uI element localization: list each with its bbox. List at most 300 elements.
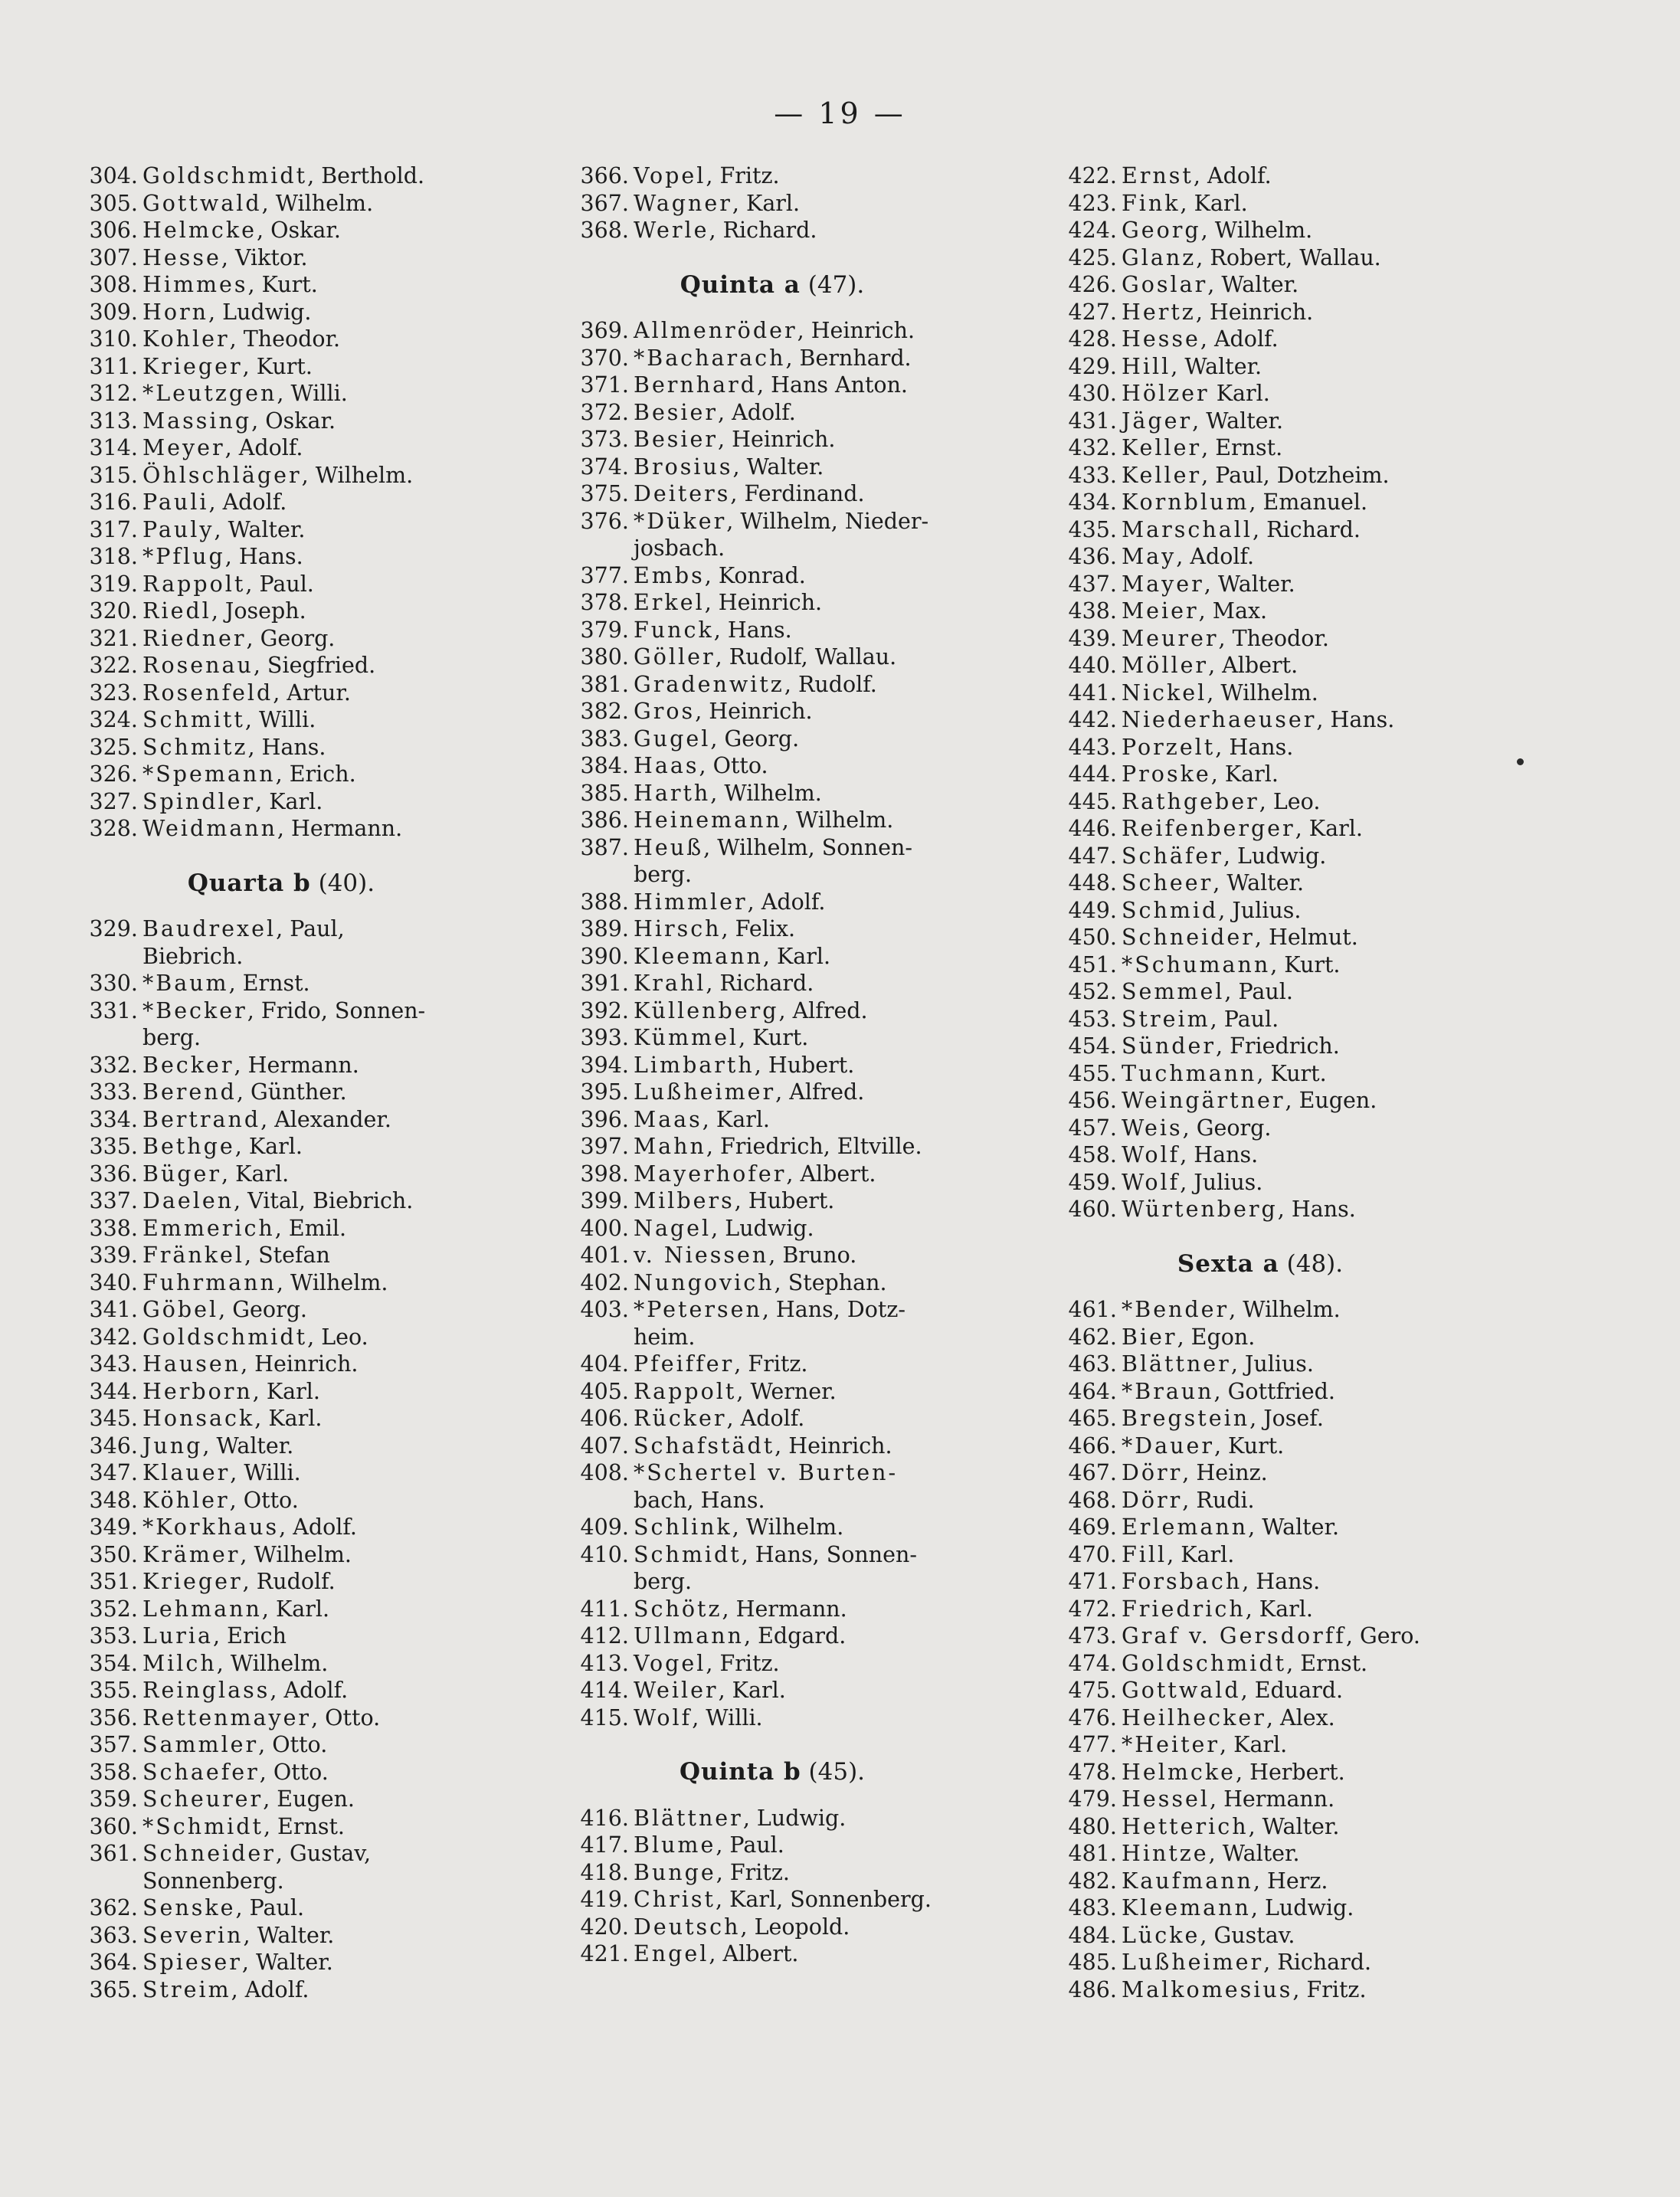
surname: Fuhrmann [142, 1269, 277, 1295]
surname: Hetterich [1122, 1813, 1249, 1839]
list-item [562, 1024, 1052, 1052]
list-item [562, 562, 1052, 590]
section-heading [1050, 1223, 1540, 1297]
entry-number: 348. [89, 1487, 138, 1513]
given-name: , Wilhelm. [216, 1650, 329, 1676]
entry-number: 410. [580, 1541, 629, 1567]
list-item [1050, 1704, 1540, 1732]
surname: Horn [142, 299, 208, 325]
list-item [70, 1296, 561, 1324]
given-name: , Walter. [1207, 272, 1299, 297]
entry-number: 316. [89, 489, 138, 515]
given-name: , Walter. [1171, 353, 1262, 379]
surname: Heilhecker [1122, 1704, 1266, 1730]
surname: Wolf [1122, 1142, 1181, 1167]
surname: Goslar [1122, 272, 1208, 297]
list-item [1050, 1060, 1540, 1088]
given-name: , Stephan. [774, 1269, 887, 1295]
surname: Reifenberger [1122, 816, 1295, 841]
list-item [1050, 1949, 1540, 1976]
surname: Riedl [142, 598, 211, 624]
entry-number: 469. [1068, 1514, 1117, 1540]
given-name: , Oskar. [251, 408, 336, 434]
section-count: (48). [1286, 1249, 1344, 1278]
entry-number: 392. [580, 997, 629, 1023]
entry-number: 473. [1068, 1623, 1117, 1649]
surname: Kümmel [634, 1025, 739, 1050]
list-item [562, 1378, 1052, 1406]
section-title: Sexta a [1177, 1249, 1279, 1278]
entry-number: 321. [89, 625, 138, 651]
surname: *Heiter [1122, 1732, 1220, 1757]
given-name: , Eugen. [263, 1786, 355, 1812]
list-item [1050, 353, 1540, 381]
surname: Rücker [634, 1406, 727, 1431]
given-name: , Hans. [247, 734, 326, 760]
list-item [70, 1514, 561, 1541]
given-name: , Wilhelm. [276, 1269, 388, 1295]
surname: Rappolt [634, 1378, 737, 1404]
surname: Wolf [634, 1704, 693, 1730]
surname: Schneider [1122, 925, 1255, 950]
entry-number: 367. [580, 190, 629, 216]
list-item [70, 1487, 561, 1514]
list-item [70, 1650, 561, 1678]
given-name: , Richard. [1263, 1950, 1372, 1975]
entry-number: 480. [1068, 1813, 1117, 1839]
surname: Pauli [142, 489, 209, 515]
entry-number: 375. [580, 481, 629, 506]
entry-number: 418. [580, 1859, 629, 1885]
surname: Milbers [634, 1188, 735, 1213]
entry-number: 471. [1068, 1569, 1117, 1594]
given-name: , Adolf. [747, 889, 826, 915]
surname: Blättner [1122, 1351, 1231, 1377]
given-name: , Hans Anton. [757, 372, 908, 398]
surname: Funck [634, 617, 714, 643]
surname: Schmidt [634, 1541, 742, 1567]
given-name: , Heinz. [1182, 1460, 1268, 1485]
surname: Erkel [634, 590, 705, 615]
list-item [1050, 1596, 1540, 1623]
given-name: , Albert. [786, 1161, 876, 1187]
list-item [70, 353, 561, 381]
surname: v. Niessen [634, 1243, 769, 1268]
surname: *Bender [1122, 1297, 1230, 1322]
list-item [1050, 326, 1540, 353]
given-name: , Walter. [241, 1950, 333, 1975]
given-name: , Adolf. [208, 489, 287, 515]
surname: Mayer [1122, 571, 1204, 597]
entry-number: 461. [1068, 1297, 1117, 1322]
section-count: (40). [318, 869, 375, 897]
entry-number: 458. [1068, 1142, 1117, 1167]
entry-number: 406. [580, 1406, 629, 1431]
entry-number: 304. [89, 163, 138, 188]
surname: Goldschmidt [142, 163, 308, 188]
entry-number: 451. [1068, 951, 1117, 977]
given-name: Karl. [1209, 381, 1270, 406]
entry-number: 474. [1068, 1650, 1117, 1676]
entry-number: 390. [580, 943, 629, 969]
given-name: , Ferdinand. [730, 481, 865, 506]
list-item [562, 1161, 1052, 1188]
entry-number: 344. [89, 1378, 138, 1404]
given-name: , Theodor. [1218, 625, 1329, 651]
given-name: , Paul. [245, 571, 314, 597]
given-name: , Georg. [246, 625, 336, 651]
list-item [562, 1650, 1052, 1678]
list-item [70, 1187, 561, 1215]
given-name: , Heinrich. [1195, 299, 1314, 325]
list-item [1050, 1087, 1540, 1115]
list-item [562, 1269, 1052, 1297]
given-name: , Walter. [732, 453, 824, 480]
given-name: , Leo. [1259, 788, 1321, 814]
list-item [1050, 1976, 1540, 2004]
surname: Bier [1122, 1324, 1177, 1350]
entry-number: 371. [580, 372, 629, 398]
entry-number: 310. [89, 326, 138, 352]
entry-number: 436. [1068, 544, 1117, 569]
given-name: , Rudolf, Wallau. [715, 644, 897, 670]
list-item [1050, 299, 1540, 326]
surname: Ullmann [634, 1623, 744, 1649]
given-name: , Karl. [261, 1596, 330, 1622]
entry-number: 428. [1068, 326, 1117, 352]
entry-number: 396. [580, 1106, 629, 1132]
list-item [70, 1541, 561, 1569]
given-name: , Kurt. [242, 353, 313, 379]
given-name: , Willi. [277, 381, 348, 406]
entry-number: 364. [89, 1950, 138, 1975]
given-name: , Artur. [273, 679, 351, 706]
given-name: , Gottfried. [1213, 1378, 1335, 1404]
surname: Fill [1122, 1541, 1167, 1567]
entry-number: 472. [1068, 1596, 1117, 1622]
entry-number: 479. [1068, 1786, 1117, 1812]
list-item [562, 1215, 1052, 1243]
list-item [562, 1106, 1052, 1134]
given-name: , Otto. [258, 1732, 328, 1757]
list-item [70, 217, 561, 244]
entry-number: 354. [89, 1650, 138, 1676]
surname: Sammler [142, 1732, 259, 1757]
entry-number: 331. [89, 997, 138, 1023]
given-name: , Oskar. [256, 218, 341, 243]
given-name: , Hans. [1215, 734, 1294, 760]
section-title: Quinta a [680, 270, 801, 299]
surname: Rathgeber [1122, 788, 1259, 814]
list-item [70, 1079, 561, 1106]
list-item [1050, 380, 1540, 408]
surname: Dörr [1122, 1487, 1183, 1513]
list-item [70, 299, 561, 326]
entry-number: 416. [580, 1805, 629, 1831]
list-item [562, 1859, 1052, 1887]
surname: Krieger [142, 1569, 243, 1594]
surname: *Schumann [1122, 951, 1271, 977]
entry-number: 377. [580, 562, 629, 588]
list-item [70, 1813, 561, 1841]
surname: Semmel [1122, 979, 1225, 1004]
list-item [562, 508, 1052, 535]
given-name: , Friedrich, Eltville. [706, 1134, 922, 1159]
entry-number: 475. [1068, 1678, 1117, 1703]
given-name: , Eduard. [1240, 1678, 1344, 1703]
given-name: , Adolf. [1200, 326, 1279, 352]
given-name: , Hermann. [722, 1596, 847, 1622]
given-name: , Adolf. [1176, 544, 1255, 569]
list-item [562, 780, 1052, 807]
surname: Gugel [634, 725, 711, 751]
surname: Daelen [142, 1188, 234, 1213]
entry-number: 361. [89, 1841, 138, 1866]
entry-number: 431. [1068, 408, 1117, 434]
surname: Kaufmann [1122, 1868, 1253, 1894]
given-name: , Hans. [1242, 1569, 1321, 1594]
entry-number: 333. [89, 1079, 138, 1105]
given-name: , Walter. [1204, 571, 1295, 597]
list-item [70, 1568, 561, 1596]
section-title: Quarta b [187, 869, 311, 897]
entry-number: 352. [89, 1596, 138, 1622]
entry-continuation: Biebrich. [142, 943, 244, 969]
given-name: , Kurt. [738, 1025, 809, 1050]
given-name: , Ernst. [263, 1813, 345, 1839]
surname: *Korkhaus [142, 1514, 280, 1540]
surname: Göbel [142, 1297, 219, 1322]
given-name: , Hermann. [234, 1052, 359, 1078]
entry-number: 450. [1068, 925, 1117, 950]
given-name: , Karl. [718, 1678, 786, 1703]
entry-number: 306. [89, 218, 138, 243]
surname: Kleemann [634, 943, 763, 969]
given-name: , Julius. [1218, 897, 1302, 923]
list-item [70, 1106, 561, 1134]
list-item [70, 380, 561, 408]
given-name: , Josef. [1249, 1406, 1324, 1431]
surname: Werle [634, 218, 709, 243]
surname: Spieser [142, 1950, 242, 1975]
surname: Jung [142, 1432, 203, 1459]
surname: Bregstein [1122, 1406, 1250, 1431]
surname: Schneider [142, 1841, 276, 1866]
list-item [562, 752, 1052, 780]
given-name: , Karl. [254, 1406, 323, 1431]
list-item [70, 434, 561, 462]
given-name: , Karl. [1245, 1596, 1313, 1622]
given-name: , Eugen. [1285, 1088, 1377, 1113]
entry-number: 383. [580, 725, 629, 751]
surname: Deiters [634, 481, 731, 506]
surname: Weidmann [142, 816, 277, 841]
surname: Meier [1122, 598, 1199, 624]
list-item [70, 1133, 561, 1161]
list-item [70, 1405, 561, 1432]
list-item [1050, 1487, 1540, 1514]
list-item [1050, 1568, 1540, 1596]
list-item [562, 1133, 1052, 1161]
surname: Lußheimer [1122, 1950, 1264, 1975]
given-name: , Hubert. [754, 1052, 855, 1078]
list-item [562, 1079, 1052, 1106]
list-item [1050, 1296, 1540, 1324]
given-name: , Karl. [1210, 761, 1279, 787]
surname: Niederhaeuser [1122, 707, 1317, 732]
list-item [70, 1759, 561, 1786]
entry-number: 403. [580, 1297, 629, 1322]
entry-number: 307. [89, 244, 138, 270]
list-item [562, 889, 1052, 916]
list-item [70, 997, 561, 1025]
surname: Pauly [142, 516, 215, 542]
given-name: , Wilhelm. [301, 462, 414, 488]
entry-number: 380. [580, 644, 629, 670]
given-name: , Erich [213, 1623, 287, 1649]
surname: Weingärtner [1122, 1088, 1285, 1113]
list-item [70, 1269, 561, 1297]
entry-number: 381. [580, 671, 629, 697]
surname: Goldschmidt [142, 1324, 308, 1350]
surname: *Düker [634, 508, 727, 534]
given-name: , Wilhelm. [781, 807, 894, 833]
entry-continuation: heim. [634, 1324, 696, 1350]
given-name: , Karl. [255, 788, 323, 814]
given-name: , Gero. [1345, 1623, 1420, 1649]
list-item [70, 571, 561, 598]
entry-number: 434. [1068, 489, 1117, 515]
entry-number: 397. [580, 1134, 629, 1159]
entry-number: 351. [89, 1569, 138, 1594]
list-item [1050, 652, 1540, 679]
entry-number: 412. [580, 1623, 629, 1649]
given-name: , Bernhard. [785, 345, 912, 371]
surname: Krämer [142, 1541, 241, 1567]
entry-number: 427. [1068, 299, 1117, 325]
entry-number: 350. [89, 1541, 138, 1567]
given-name: , Hans, Sonnen- [741, 1541, 917, 1567]
entry-number: 457. [1068, 1115, 1117, 1141]
surname: Hesse [142, 244, 221, 270]
list-item [562, 217, 1052, 244]
given-name: , Heinrich. [775, 1432, 892, 1459]
given-name: , Wilhelm. [732, 1514, 844, 1540]
entry-number: 429. [1068, 353, 1117, 379]
entry-number: 405. [580, 1378, 629, 1404]
surname: Rosenau [142, 653, 254, 678]
given-name: , Karl. [221, 1161, 290, 1187]
surname: Massing [142, 408, 252, 434]
entry-number: 478. [1068, 1759, 1117, 1785]
column-1 [70, 162, 561, 2003]
list-item [562, 643, 1052, 671]
list-item [70, 1324, 561, 1351]
entry-number: 441. [1068, 679, 1117, 706]
list-item [70, 326, 561, 353]
entry-number: 359. [89, 1786, 138, 1812]
list-item [562, 671, 1052, 699]
list-item [562, 997, 1052, 1025]
list-item [562, 1405, 1052, 1432]
given-name: , Fritz. [706, 163, 780, 188]
surname: *Leutzgen [142, 381, 277, 406]
entry-number: 353. [89, 1623, 138, 1649]
surname: Severin [142, 1922, 244, 1948]
surname: Graf v. Gersdorff [1122, 1623, 1346, 1649]
entry-number: 432. [1068, 435, 1117, 460]
list-item [70, 679, 561, 707]
surname: Emmerich [142, 1215, 275, 1241]
given-name: , Hermann. [277, 816, 403, 841]
entry-number: 366. [580, 163, 629, 188]
surname: Limbarth [634, 1052, 755, 1078]
surname: Malkomesius [1122, 1976, 1293, 2002]
surname: Porzelt [1122, 734, 1216, 760]
surname: Kornblum [1122, 489, 1249, 515]
entry-number: 453. [1068, 1006, 1117, 1032]
list-item [562, 807, 1052, 834]
given-name: , Bruno. [768, 1243, 857, 1268]
entry-number: 437. [1068, 571, 1117, 597]
list-item [562, 589, 1052, 617]
given-name: , Egon. [1177, 1324, 1256, 1350]
surname: *Schmidt [142, 1813, 264, 1839]
surname: Reinglass [142, 1678, 270, 1703]
entry-number: 462. [1068, 1324, 1117, 1350]
surname: Hölzer [1122, 381, 1210, 406]
entry-number: 391. [580, 971, 629, 996]
given-name: , Karl. [732, 190, 801, 216]
list-item [1050, 1196, 1540, 1223]
list-item [1050, 1459, 1540, 1487]
entry-number: 409. [580, 1514, 629, 1540]
list-item [70, 734, 561, 761]
list-item [562, 190, 1052, 218]
given-name: , Otto. [699, 753, 768, 778]
entry-number: 465. [1068, 1406, 1117, 1431]
list-item [1050, 1894, 1540, 1922]
surname: Bertrand [142, 1106, 261, 1132]
list-item [1050, 706, 1540, 734]
given-name: , Paul. [1224, 979, 1293, 1004]
surname: Helmcke [142, 218, 257, 243]
surname: Meyer [142, 435, 225, 460]
given-name: , Otto. [229, 1487, 299, 1513]
entry-number: 327. [89, 788, 138, 814]
surname: Krieger [142, 353, 243, 379]
surname: Georg [1122, 218, 1201, 243]
list-item [1050, 815, 1540, 843]
surname: Riedner [142, 625, 247, 651]
entry-number: 376. [580, 508, 629, 534]
list-item [70, 1786, 561, 1813]
surname: Ernst [1122, 163, 1194, 188]
given-name: , Ludwig. [1250, 1895, 1354, 1920]
surname: Nagel [634, 1215, 712, 1241]
list-item [1050, 1813, 1540, 1841]
given-name: , Edgard. [743, 1623, 847, 1649]
surname: *Spemann [142, 761, 276, 787]
surname: *Pflug [142, 544, 225, 569]
entry-number: 485. [1068, 1950, 1117, 1975]
surname: Berend [142, 1079, 237, 1105]
given-name: , Albert. [1208, 653, 1298, 678]
entry-number: 360. [89, 1813, 138, 1839]
given-name: , Heinrich. [704, 590, 823, 615]
list-item [562, 1832, 1052, 1859]
entry-number: 389. [580, 916, 629, 941]
